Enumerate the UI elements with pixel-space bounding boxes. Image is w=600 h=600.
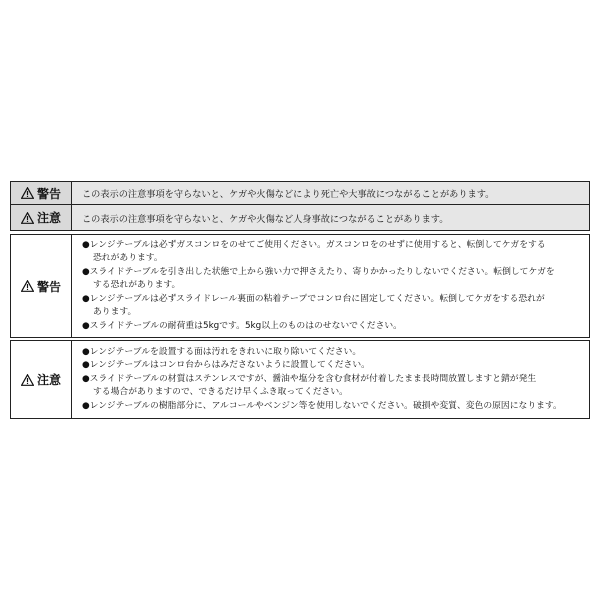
caution-line: ●スライドテーブルの材質はステンレスですが、醤油や塩分を含む食材が付着したまま長時間放置しますと錆が発生 xyxy=(82,373,537,384)
warning-header-label: 警告 xyxy=(36,186,61,201)
warning-line: ●スライドテーブルの耐荷重は5kgです。5kg以上のものはのせないでください。 xyxy=(82,320,402,331)
warning-line: ●スライドテーブルを引き出した状態で上から強い力で押さえたり、寄りかかったりしないでください。転倒してケガを xyxy=(82,266,555,277)
warning-line: あります。 xyxy=(93,307,137,318)
caution-block xyxy=(10,340,590,419)
caution-block-label-cell xyxy=(11,341,72,418)
warning-triangle-icon xyxy=(21,280,34,292)
warning-triangle-icon xyxy=(21,212,34,224)
warning-line: ●レンジテーブルは必ずスライドレール裏面の粘着テープでコンロ台に固定してください。転倒してケガをする恐れが xyxy=(82,293,545,304)
warning-line: ●レンジテーブルは必ずガスコンロをのせてご使用ください。ガスコンロをのせずに使用すると、転倒してケガをする xyxy=(82,239,546,250)
warning-header-text: この表示の注意事項を守らないと、ケガや火傷などにより死亡や大事故につながることがあります。 xyxy=(82,189,495,200)
caution-block-label: 注意 xyxy=(36,373,61,387)
caution-header-label: 注意 xyxy=(36,211,61,225)
warning-triangle-icon xyxy=(21,187,34,199)
caution-header-text: この表示の注意事項を守らないと、ケガや火傷など人身事故につながることがあります。 xyxy=(82,213,449,225)
warning-block xyxy=(10,234,590,338)
caution-header-label-cell xyxy=(11,205,72,230)
warning-line: 恐れがあります。 xyxy=(93,253,163,264)
caution-header-text-cell xyxy=(72,205,589,230)
warning-header-text-cell xyxy=(72,182,589,204)
caution-line: ●レンジテーブルを設置する面は汚れをきれいに取り除いてください。 xyxy=(82,346,362,357)
caution-block-list xyxy=(72,341,589,418)
warning-header-label-cell xyxy=(11,182,72,204)
warning-triangle-icon xyxy=(21,374,34,386)
caution-line: ●レンジテーブルはコンロ台からはみださないように設置してください。 xyxy=(82,360,370,371)
caution-line: する場合がありますので、できるだけ早くふき取ってください。 xyxy=(93,387,348,398)
warning-block-label-cell xyxy=(11,235,72,337)
caution-line: ●レンジテーブルの樹脂部分に、アルコールやベンジン等を使用しないでください。破損や変質、変色の原因になります。 xyxy=(82,400,562,411)
warning-block-list xyxy=(72,235,589,337)
warning-line: する恐れがあります。 xyxy=(93,280,181,291)
warning-block-label: 警告 xyxy=(36,279,61,294)
warning-header-row xyxy=(10,181,590,205)
caution-header-row xyxy=(10,205,590,231)
